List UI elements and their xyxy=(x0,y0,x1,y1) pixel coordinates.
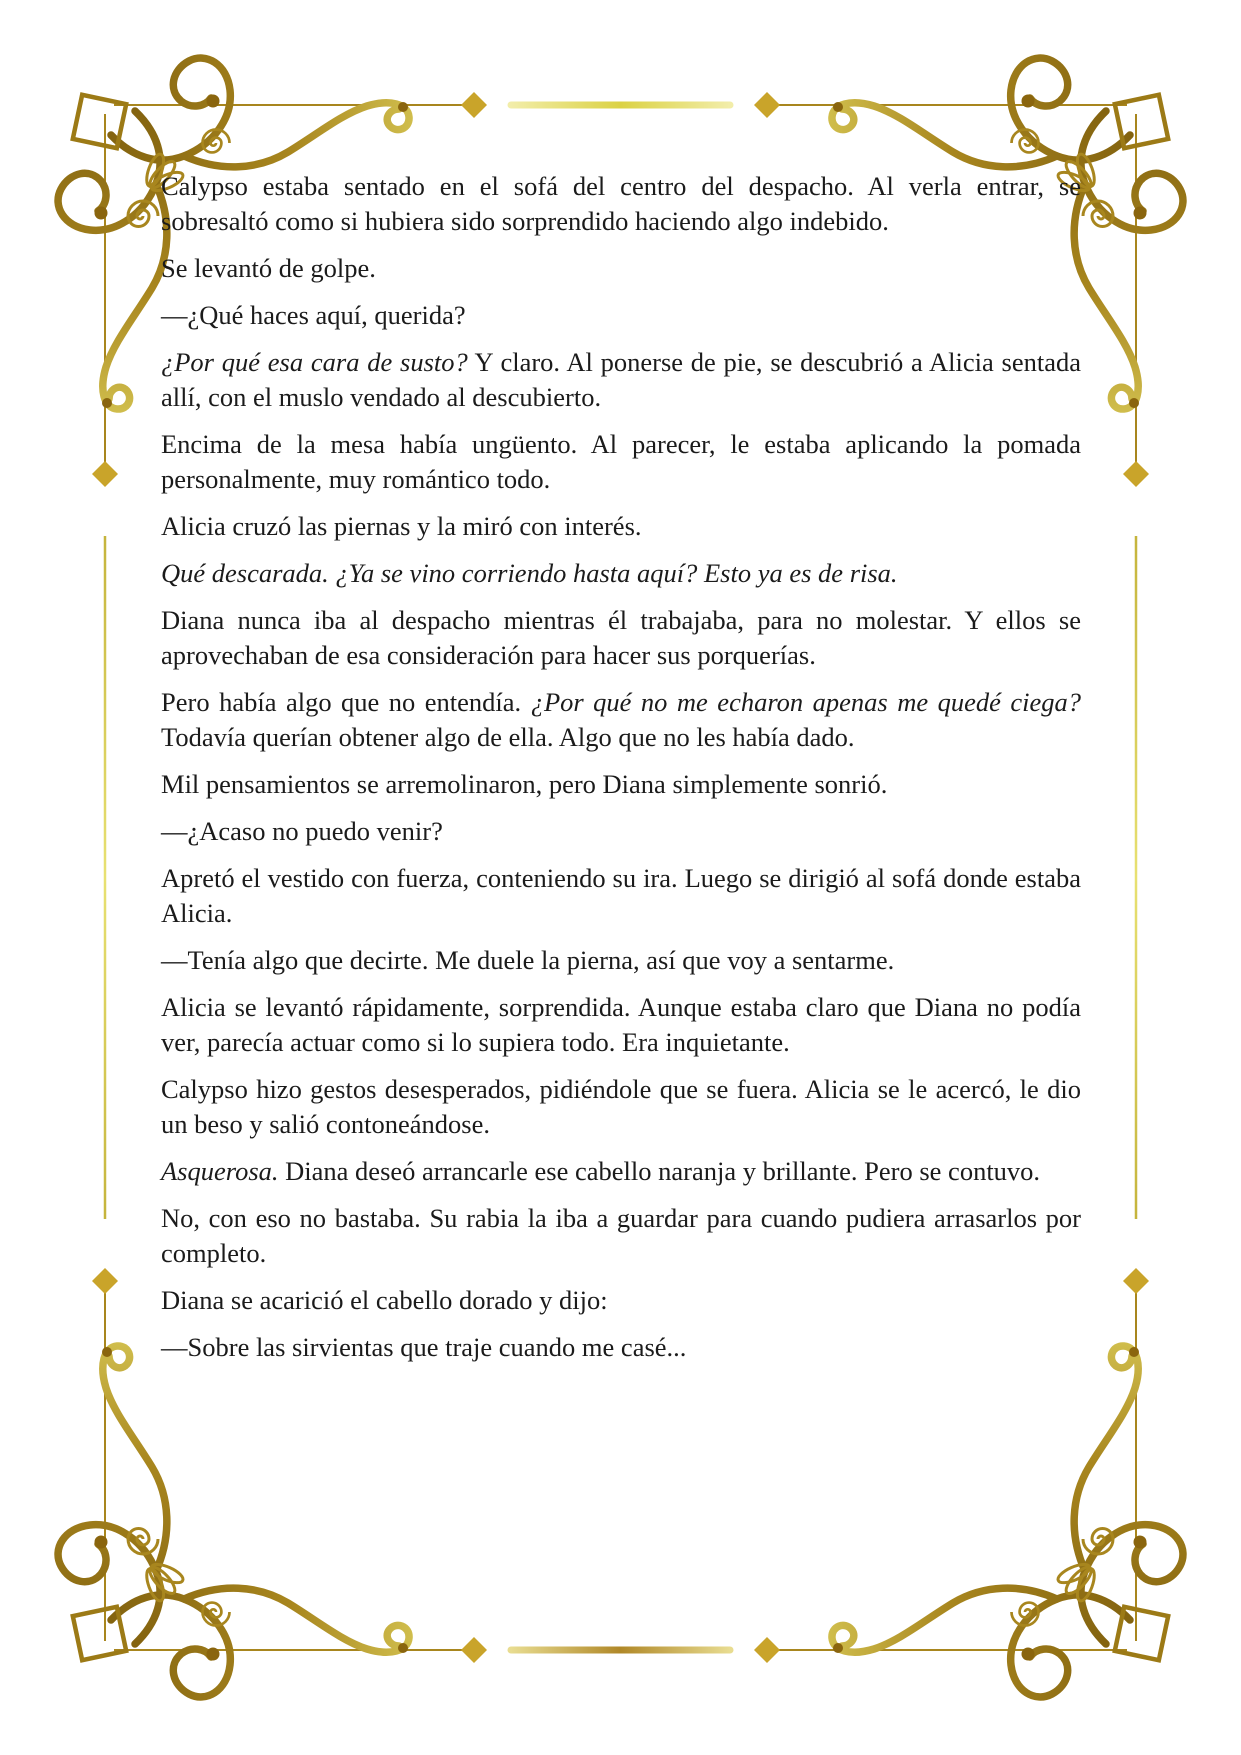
paragraph xyxy=(161,1283,1081,1318)
paragraph xyxy=(161,861,1081,931)
italic-text-segment: Qué descarada. ¿Ya se vino corriendo hasta aquí? Esto ya es de risa. xyxy=(161,558,898,588)
paragraph xyxy=(161,556,1081,591)
paragraph xyxy=(161,1154,1081,1189)
text-segment: —¿Qué haces aquí, querida? xyxy=(161,300,466,330)
paragraph xyxy=(161,603,1081,673)
paragraph xyxy=(161,990,1081,1060)
paragraph xyxy=(161,1330,1081,1365)
paragraph xyxy=(161,251,1081,286)
paragraph xyxy=(161,685,1081,755)
paragraph xyxy=(161,509,1081,544)
text-segment: Todavía querían obtener algo de ella. Algo que no les había dado. xyxy=(161,722,855,752)
text-segment: Calypso hizo gestos desesperados, pidiéndole que se fuera. Alicia se le acercó, le dio un beso y salió contoneándose. xyxy=(161,1074,1081,1139)
italic-text-segment: Asquerosa. xyxy=(161,1156,279,1186)
text-segment: —Sobre las sirvientas que traje cuando me casé... xyxy=(161,1332,687,1362)
paragraph xyxy=(161,298,1081,333)
text-segment: Y claro. Al ponerse de pie, se descubrió a Alicia sentada allí, con el muslo vendado al descubierto. xyxy=(161,347,1081,412)
text-segment: —¿Acaso no puedo venir? xyxy=(161,816,443,846)
text-segment: Calypso estaba sentado en el sofá del centro del despacho. Al verla entrar, se sobresaltó como si hubiera sido sorprendido haciendo algo indebido. xyxy=(161,171,1081,236)
italic-text-segment: ¿Por qué no me echaron apenas me quedé ciega? xyxy=(530,687,1082,717)
text-segment: Mil pensamientos se arremolinaron, pero Diana simplemente sonrió. xyxy=(161,769,888,799)
text-segment: No, con eso no bastaba. Su rabia la iba a guardar para cuando pudiera arrasarlos por completo. xyxy=(161,1203,1081,1268)
text-segment: Apretó el vestido con fuerza, conteniendo su ira. Luego se dirigió al sofá donde estaba Alicia. xyxy=(161,863,1081,928)
paragraph xyxy=(161,427,1081,497)
text-segment: Encima de la mesa había ungüento. Al parecer, le estaba aplicando la pomada personalmente, muy romántico todo. xyxy=(161,429,1081,494)
text-segment: Diana deseó arrancarle ese cabello naranja y brillante. Pero se contuvo. xyxy=(278,1156,1041,1186)
paragraph xyxy=(161,1072,1081,1142)
paragraph xyxy=(161,1201,1081,1271)
text-segment: Se levantó de golpe. xyxy=(161,253,376,283)
text-segment: Alicia cruzó las piernas y la miró con interés. xyxy=(161,511,642,541)
paragraph xyxy=(161,767,1081,802)
paragraph xyxy=(161,345,1081,415)
paragraph xyxy=(161,943,1081,978)
text-segment: Alicia se levantó rápidamente, sorprendida. Aunque estaba claro que Diana no podía ver, parecía actuar como si lo supiera todo. Era inquietante. xyxy=(161,992,1081,1057)
text-segment: —Tenía algo que decirte. Me duele la pierna, así que voy a sentarme. xyxy=(161,945,895,975)
paragraph xyxy=(161,169,1081,239)
page-text xyxy=(161,169,1081,1377)
italic-text-segment: ¿Por qué esa cara de susto? xyxy=(161,347,468,377)
paragraph xyxy=(161,814,1081,849)
text-segment: Diana nunca iba al despacho mientras él trabajaba, para no molestar. Y ellos se aprovechaban de esa consideración para hacer sus porquerías. xyxy=(161,605,1081,670)
text-segment: Pero había algo que no entendía. xyxy=(161,687,531,717)
text-segment: Diana se acarició el cabello dorado y dijo: xyxy=(161,1285,608,1315)
